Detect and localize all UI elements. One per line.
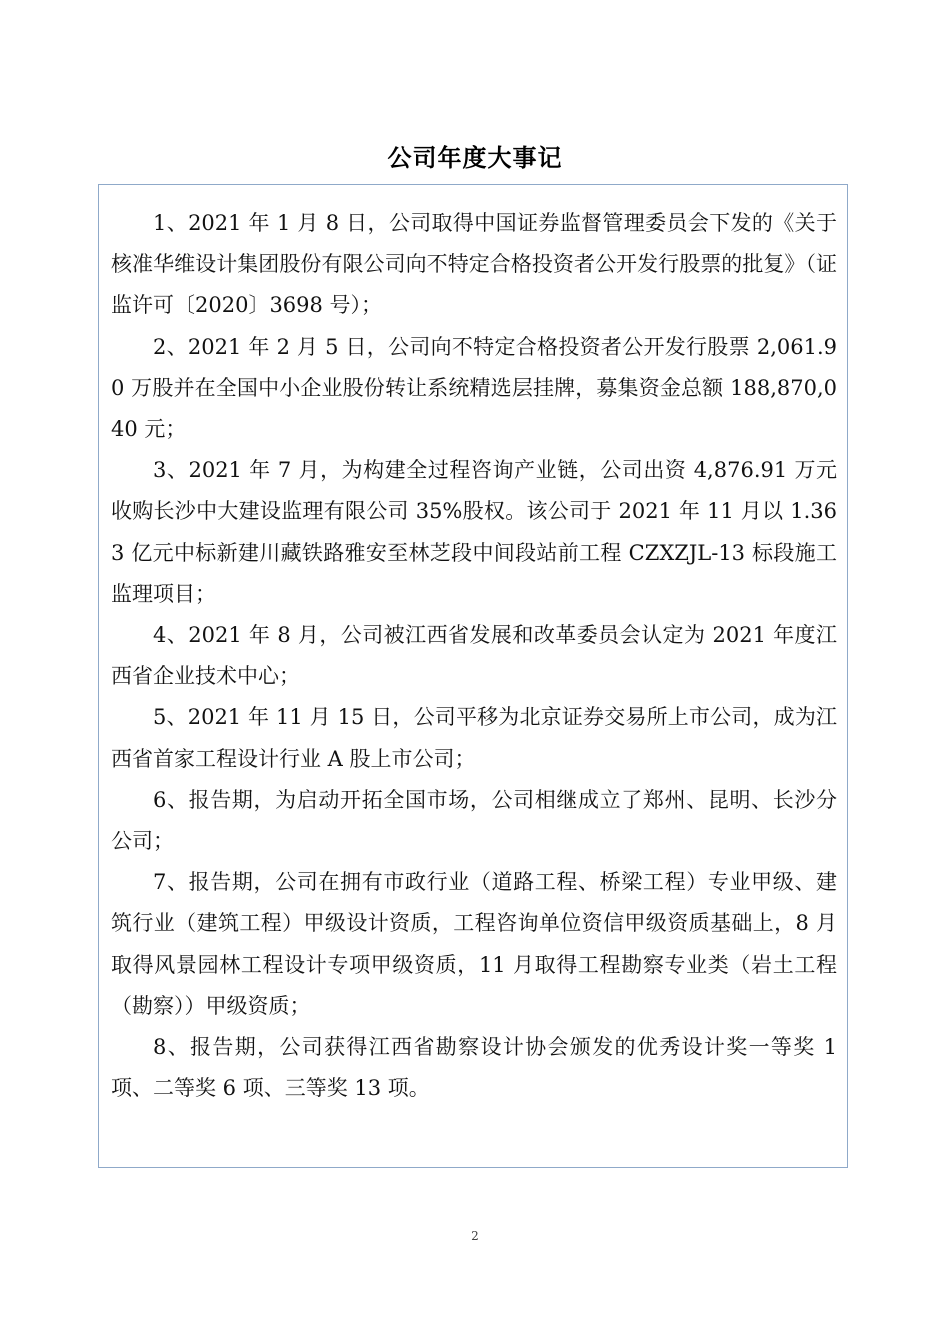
event-item-1: 1、2021 年 1 月 8 日，公司取得中国证券监督管理委员会下发的《关于核准华维设计集团股份有限公司向不特定合格投资者公开发行股票的批复》（证监许可〔2020〕3698 号）； (111, 211, 837, 318)
event-item-8: 8、报告期，公司获得江西省勘察设计协会颁发的优秀设计奖一等奖 1 项、二等奖 6 项、三等奖 13 项。 (111, 1035, 837, 1101)
event-item-7: 7、报告期，公司在拥有市政行业（道路工程、桥梁工程）专业甲级、建筑行业（建筑工程）甲级设计资质，工程咨询单位资信甲级资质基础上，8 月取得风景园林工程设计专项甲级资质，11 月取得工程勘察专业类（岩土工程（勘察））甲级资质； (111, 870, 837, 1018)
page-number: 2 (471, 1229, 479, 1243)
event-item-4: 4、2021 年 8 月，公司被江西省发展和改革委员会认定为 2021 年度江西省企业技术中心； (111, 623, 837, 689)
events-box (98, 184, 848, 1168)
event-item-2: 2、2021 年 2 月 5 日，公司向不特定合格投资者公开发行股票 2,061.90 万股并在全国中小企业股份转让系统精选层挂牌，募集资金总额 188,870,040 元； (111, 334, 837, 442)
page-title: 公司年度大事记 (387, 144, 563, 173)
event-item-6: 6、报告期，为启动开拓全国市场，公司相继成立了郑州、昆明、长沙分公司； (111, 787, 837, 854)
event-item-5: 5、2021 年 11 月 15 日，公司平移为北京证券交易所上市公司，成为江西省首家工程设计行业 A 股上市公司； (111, 705, 837, 771)
event-item-3: 3、2021 年 7 月，为构建全过程咨询产业链，公司出资 4,876.91 万元收购长沙中大建设监理有限公司 35%股权。该公司于 2021 年 11 月以 1.363 亿元中标新建川藏铁路雅安至林芝段中间段站前工程 CZXZJL-13 标段施工监理项目； (111, 458, 837, 606)
